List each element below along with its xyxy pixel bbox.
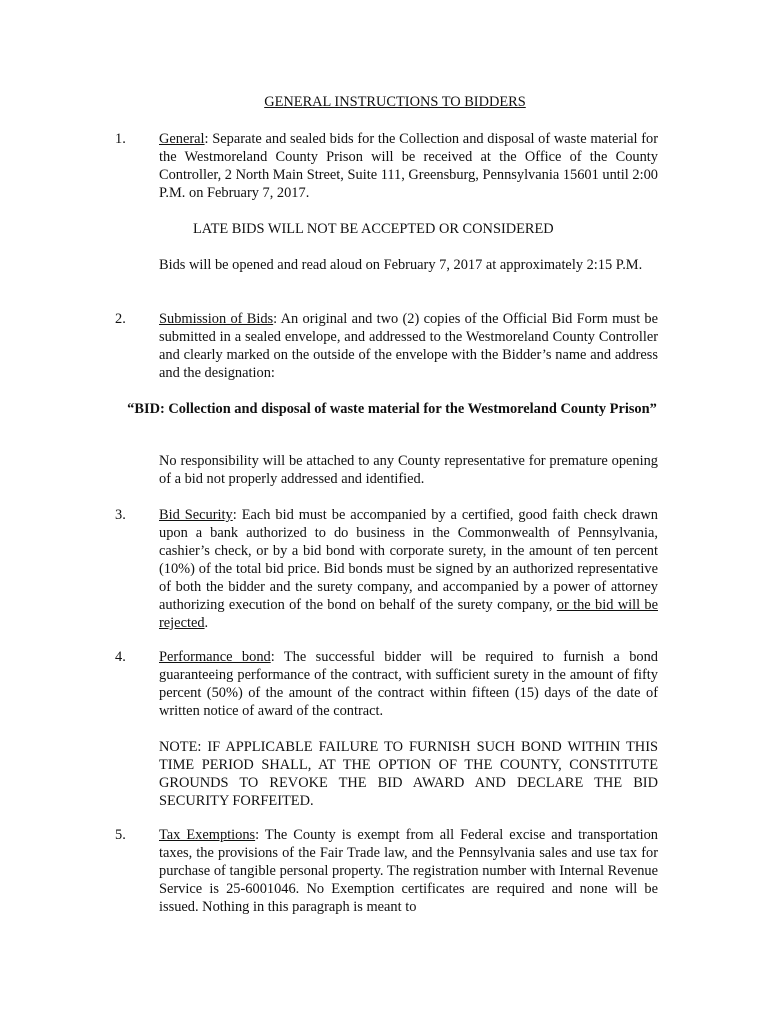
section-4-number: 4. [115,649,126,665]
section-2-number: 2. [115,311,126,327]
bid-designation: “BID: Collection and disposal of waste material for the Westmoreland County Prison” [127,401,657,417]
section-5-text: : The County is exempt from all Federal excise and transportation taxes, the provisions of the Fair Trade law, and the Pennsylvania sales and use tax for purchase of tangible personal property. The registration number with Internal Revenue Service is 25-6001046. No Exemption certificates are required and none will be issued. Nothing in this paragraph is meant to [159,827,658,915]
bid-rejected-text: or the bid will be rejected [159,597,658,631]
section-1-heading: General [159,131,205,147]
section-3-number: 3. [115,507,126,523]
responsibility-text: No responsibility will be attached to any County representative for premature opening of a bid not properly addressed and identified. [159,453,658,487]
section-5-paragraph [159,826,658,916]
section-5-number: 5. [115,827,126,843]
section-3-end: . [204,615,209,631]
section-3-paragraph [159,506,658,632]
late-bids-notice: LATE BIDS WILL NOT BE ACCEPTED OR CONSIDERED [193,221,554,237]
section-1-number: 1. [115,131,126,147]
section-1-paragraph [159,130,658,202]
section-5-heading: Tax Exemptions [159,827,256,843]
section-2-heading: Submission of Bids [159,311,274,327]
section-2-text: : An original and two (2) copies of the Official Bid Form must be submitted in a sealed envelope, and addressed to the Westmoreland County Controller and clearly marked on the outside of the envelope with the Bidder’s name and address and the designation: [159,311,658,381]
section-1-text: : Separate and sealed bids for the Collection and disposal of waste material for the Westmoreland County Prison will be received at the Office of the County Controller, 2 North Main Street, Suite 111, Greensburg, Pennsylvania 15601 until 2:00 P.M. on February 7, 2017. [159,131,658,201]
section-4-heading: Performance bond [159,649,271,665]
section-4-paragraph [159,648,658,720]
section-3-text: : Each bid must be accompanied by a certified, good faith check drawn upon a bank authorized to do business in the Commonwealth of Pennsylvania, cashier’s check, or by a bid bond with corporate surety, in the amount of ten percent (10%) of the total bid price. Bid bonds must be signed by an authorized representative of both the bidder and the surety company, and accompanied by a power of attorney authorizing execution of the bond on behalf of the surety company, [159,507,658,613]
section-4-text: : The successful bidder will be required to furnish a bond guaranteeing performance of the contract, with sufficient surety in the amount of fifty percent (50%) of the amount of the contract within fifteen (15) days of the date of written notice of award of the contract. [159,649,658,719]
section-2-paragraph [159,310,658,382]
bid-opening-text: Bids will be opened and read aloud on February 7, 2017 at approximately 2:15 P.M. [159,257,643,273]
bond-note: NOTE: IF APPLICABLE FAILURE TO FURNISH SUCH BOND WITHIN THIS TIME PERIOD SHALL, AT THE OPTION OF THE COUNTY, CONSTITUTE GROUNDS TO REVOKE THE BID AWARD AND DECLARE THE BID SECURITY FORFEITED. [159,739,658,809]
page-title: GENERAL INSTRUCTIONS TO BIDDERS [264,94,526,110]
section-3-heading: Bid Security [159,507,233,523]
